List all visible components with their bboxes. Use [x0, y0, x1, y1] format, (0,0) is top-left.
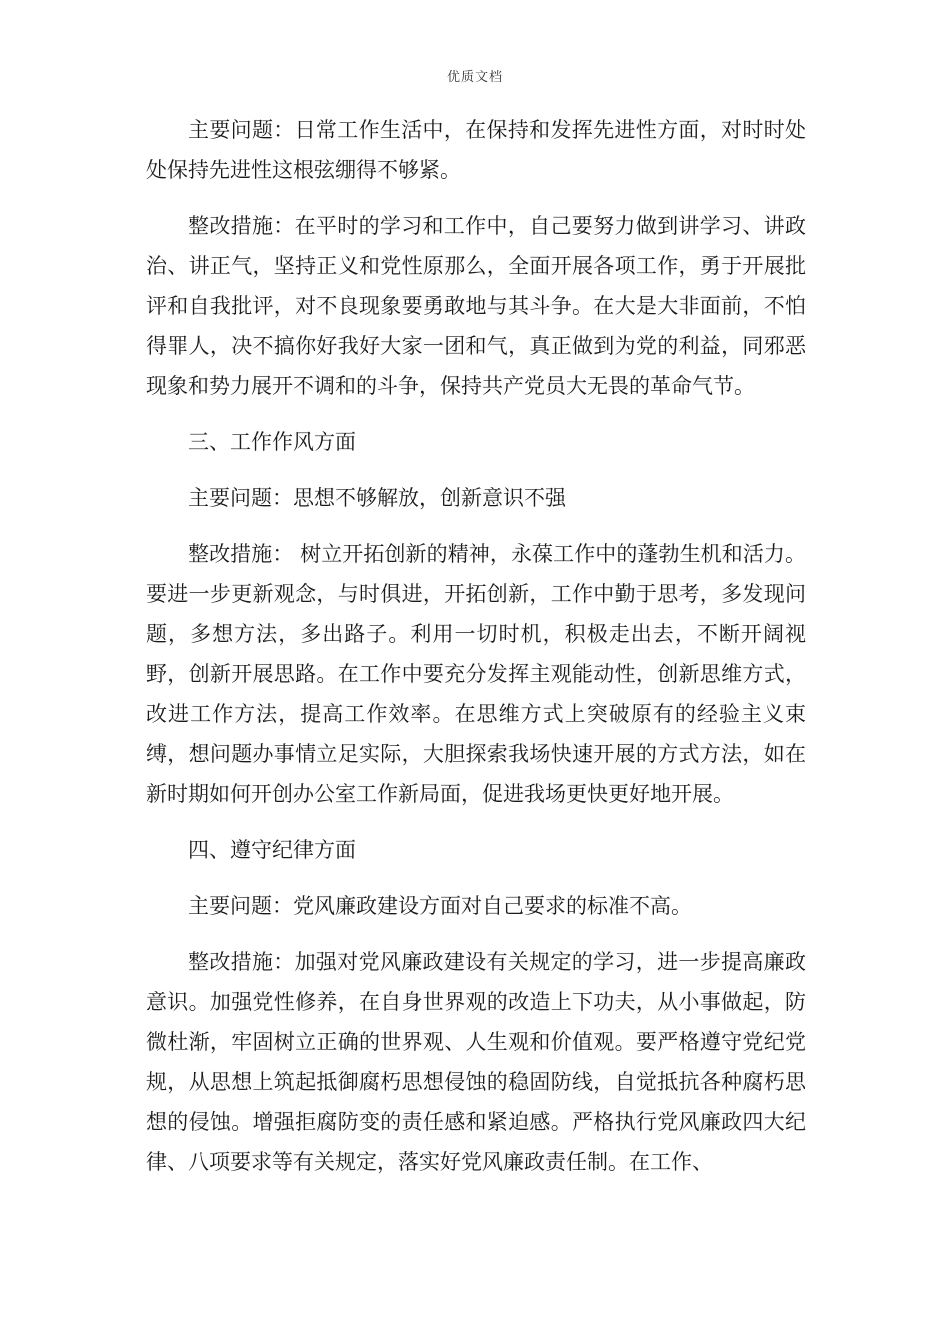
- page-header: 优质文档: [446, 70, 503, 85]
- section-heading-work-style: 三、工作作风方面: [188, 430, 356, 454]
- paragraph-main-problem-advanced: 主要问题：日常工作生活中，在保持和发挥先进性方面，对时时处处保持先进性这根弦绷得不够紧。: [146, 118, 806, 182]
- paragraph-main-problem-discipline: 主要问题：党风廉政建设方面对自己要求的标准不高。: [188, 894, 692, 918]
- section-heading-discipline: 四、遵守纪律方面: [188, 838, 356, 862]
- paragraph-rectification-work-style: 整改措施： 树立开拓创新的精神，永葆工作中的蓬勃生机和活力。要进一步更新观念，与时俱进，开拓创新，工作中勤于思考，多发现问题，多想方法，多出路子。利用一切时机，积极走出去，不断开阔视野，创新开展思路。在工作中要充分发挥主观能动性，创新思维方式，改进工作方法，提高工作效率。在思维方式上突破原有的经验主义束缚，想问题办事情立足实际，大胆探索我场快速开展的方式方法，如在新时期如何开创办公室工作新局面，促进我场更快更好地开展。: [146, 542, 806, 806]
- paragraph-rectification-advanced: 整改措施：在平时的学习和工作中，自己要努力做到讲学习、讲政治、讲正气，坚持正义和党性原那么，全面开展各项工作，勇于开展批评和自我批评，对不良现象要勇敢地与其斗争。在大是大非面前，不怕得罪人，决不搞你好我好大家一团和气，真正做到为党的利益，同邪恶现象和势力展开不调和的斗争，保持共产党员大无畏的革命气节。: [146, 214, 806, 398]
- document-body: [146, 110, 806, 1198]
- paragraph-main-problem-work-style: 主要问题：思想不够解放，创新意识不强: [188, 486, 566, 510]
- paragraph-rectification-discipline: 整改措施：加强对党风廉政建设有关规定的学习，进一步提高廉政意识。加强党性修养，在自身世界观的改造上下功夫，从小事做起，防微杜渐，牢固树立正确的世界观、人生观和价值观。要严格遵守党纪党规，从思想上筑起抵御腐朽思想侵蚀的稳固防线，自觉抵抗各种腐朽思想的侵蚀。增强拒腐防变的责任感和紧迫感。严格执行党风廉政四大纪律、八项要求等有关规定，落实好党风廉政责任制。在工作、: [146, 950, 806, 1174]
